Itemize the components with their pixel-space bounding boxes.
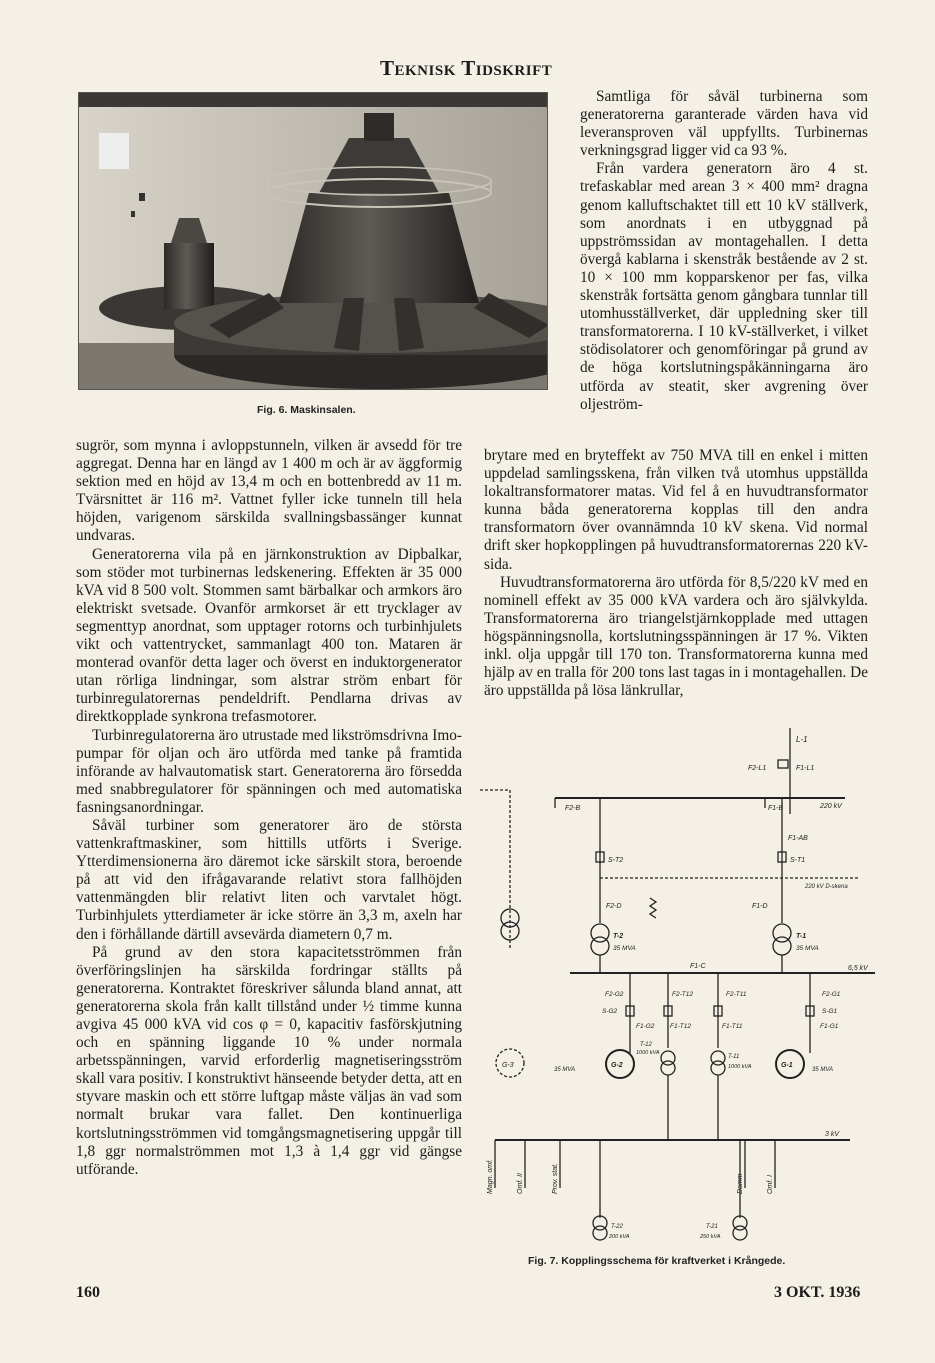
label: 35 MVA bbox=[554, 1067, 576, 1073]
label: 1000 kVA bbox=[636, 1050, 660, 1056]
fig7-wiring-diagram bbox=[470, 728, 900, 1248]
label: Omf. I bbox=[767, 1174, 774, 1194]
paragraph: Såväl turbiner som generatorer äro de största vattenkraftmaskiner, som hittills utförts i Sverige. Ytterdimensionerna äro däremot icke särskilt stora, beroende på att vid den ifrågavarande relativt stora fallhöjden vattenmängden blir relativt liten och varvtalet högt. Turbinhjulets ytterdiameter är icke större än 3,3 m, axeln har den i förhållande därtill avsevärda diametern 0,7 m. bbox=[76, 816, 462, 943]
label: T-22 bbox=[611, 1224, 623, 1230]
machine-hall-illustration bbox=[79, 93, 547, 389]
label: F1-C bbox=[690, 963, 706, 970]
right-column-wide bbox=[484, 447, 868, 700]
label: S-T1 bbox=[790, 857, 806, 864]
label: F1-T12 bbox=[670, 1023, 691, 1030]
fig6-caption: Fig. 6. Maskinsalen. bbox=[257, 404, 356, 416]
label: S-G2 bbox=[602, 1008, 618, 1015]
paragraph: Från vardera generatorn äro 4 st. trefaskablar med arean 3 × 400 mm² dragna genom kalluftschaktet till ett 10 kV ställverk, som anordnats i en utbyggnad på uppströmssidan av montagehallen. I detta övergå kablarna i skenstråk bestående av 2 st. 10 × 100 mm kopparskenor per fas, vilka skenstråk fortsätta genom gångbara tunnlar till utomhusställverket, där uppledning sker till transformatorerna. I 10 kV-ställverket, i vilket stödisolatorer och genomföringar på grund av de höga kortslutningspåkänningarna äro utförda av steatit, sker avgrening över oljeström- bbox=[580, 160, 868, 413]
label: T-2 bbox=[613, 933, 624, 940]
label: F2-B bbox=[565, 805, 581, 812]
masthead: Teknisk Tidskrift bbox=[380, 56, 553, 80]
label: F1-L1 bbox=[796, 765, 815, 772]
label: F1-AB bbox=[788, 835, 808, 842]
label: 1000 kVA bbox=[728, 1064, 752, 1070]
label: 35 MVA bbox=[613, 945, 636, 952]
label: 6,5 kV bbox=[848, 965, 868, 972]
label: F1-G1 bbox=[820, 1023, 839, 1030]
label: 35 MVA bbox=[796, 945, 819, 952]
label: Damm bbox=[737, 1173, 744, 1194]
paragraph: brytare med en bryteffekt av 750 MVA till en enkel i mitten uppdelad samlingsskena, från vilken två utomhus uppställda lokaltransformatorer matas. Vid fel å en huvudtransformator kunna båda generatorerna kopplas till den andra transformatorn över ovannämnda 10 kV skena. Vid normal drift sker hopkopplingen på huvudtransformatorernas 220 kV-sida. bbox=[484, 447, 868, 573]
label: F1-B bbox=[768, 805, 784, 812]
label: 220 kV bbox=[820, 803, 842, 810]
paragraph: Huvudtransformatorerna äro utförda för 8,5/220 kV med en nominell effekt av 35 000 kVA vardera och äro självkylda. Transformatorerna äro triangelstjärnkopplade med uttagen högspänningsnolla, kortslutningsspänningen är 17 %. Vikten inkl. olja uppgår till 170 ton. Transformatorerna kunna med hjälp av en tralla för 200 tons last tagas in i montagehallen. De äro uppställda på lösa länkrullar, bbox=[484, 573, 868, 700]
label: 220 kV D-skena bbox=[805, 884, 848, 890]
label: F1-D bbox=[752, 903, 768, 910]
label: 35 MVA bbox=[812, 1067, 834, 1073]
label: Magn. omf. bbox=[487, 1158, 494, 1194]
breaker bbox=[778, 760, 788, 768]
right-column-top bbox=[580, 88, 868, 414]
paragraph: På grund av den stora kapacitetsströmmen från överföringslinjen ha särskilda fordringar ställts på generatorerna. Kontraktet föreskriver sålunda bland annat, att generatorerna skola från kallt tillstånd under ½ timme kunna avgiva 45 000 kVA vid cos φ = 0, kapacitiv fasförskjutning och en spänning liggande 10 % under normala arbetsspänningen, varvid erforderlig magnetiseringsström skall vara positiv. I konstruktivt hänseende betyder detta, att en styvare maskin och ett större luftgap måste väljas än vad som normalt brukar vara fallet. Den kontinuerliga kortslutningsströmmen vid tomgångsmagnetisering uppgår till 1,8 ggr normalströmmen mot 1,3 à 1,4 ggr vid gängse utförande. bbox=[76, 943, 462, 1178]
paragraph: Samtliga för såväl turbinerna som generatorerna garanterade värden hava vid leveransproven väl uppfyllts. Turbinernas verkningsgrad ligger vid ca 93 %. bbox=[580, 88, 868, 160]
fig6-photo-machine-hall bbox=[78, 92, 548, 390]
label: L-1 bbox=[796, 735, 808, 744]
label: G-3 bbox=[502, 1062, 514, 1069]
label: F2-L1 bbox=[748, 765, 767, 772]
label: S-G1 bbox=[822, 1008, 838, 1015]
label: F2-G1 bbox=[822, 991, 841, 998]
label: S-T2 bbox=[608, 857, 624, 864]
paragraph: Turbinregulatorerna äro utrustade med likströmsdrivna Imo-pumpar för oljan och äro utförda med tanke på framtida införande av halvautomatisk start. Generatorerna äro försedda med snabbregulatorer för spänningen och med automatiska fasningsanordningar. bbox=[76, 726, 462, 816]
label: 3 kV bbox=[825, 1131, 840, 1138]
issue-date: 3 OKT. 1936 bbox=[774, 1284, 861, 1301]
label: G-2 bbox=[611, 1062, 623, 1069]
paragraph: Generatorerna vila på en järnkonstruktion av Dipbalkar, som stöder mot turbinernas ledskenering. Effekten är 35 000 kVA vid 8 500 volt. Stommen samt bärbalkar och armkors äro elektriskt svetsade. Ovanför armkorset är ett trycklager av segmenttyp anordnat, som upptager rotorns och turbinhjulets vikt och vattentrycket, sammanlagt 400 ton. Mataren är monterad ovanför detta lager och överst en induktorgenerator utan rörliga lindningar, som alstrar ström enbart för turbinregulatorernas pendeldrift. Pendlarna drivas av direktkopplade synkrona trefasmotorer. bbox=[76, 545, 462, 726]
label: F2-T12 bbox=[672, 991, 693, 998]
label: T-1 bbox=[796, 933, 807, 940]
label: F1-G2 bbox=[636, 1023, 655, 1030]
label: F2-T11 bbox=[726, 991, 747, 998]
wiring-diagram-svg bbox=[470, 728, 900, 1248]
label: F1-T11 bbox=[722, 1023, 743, 1030]
paragraph: sugrör, som mynna i avloppstunneln, vilken är avsedd för tre aggregat. Denna har en längd av 1 400 m och är av äggformig sektion med en höjd av 13,4 m och en bottenbredd av 11 m. Tvärsnittet är 116 m². Vattnet fyller icke tunneln till hela höjden, varigenom särskilda svallningsbassänger kunnat undvaras. bbox=[76, 437, 462, 545]
label: T-12 bbox=[640, 1042, 652, 1048]
label: T-11 bbox=[728, 1054, 740, 1060]
left-column bbox=[76, 437, 462, 1179]
page-number: 160 bbox=[76, 1284, 100, 1301]
label: F2-G2 bbox=[605, 991, 624, 998]
label: 250 kVA bbox=[700, 1234, 721, 1240]
label: Prov. stat. bbox=[552, 1163, 559, 1194]
resistor bbox=[650, 898, 656, 918]
label: F2-D bbox=[606, 903, 622, 910]
label: G-1 bbox=[781, 1062, 793, 1069]
label: Omf. II bbox=[517, 1173, 524, 1194]
label: 200 kVA bbox=[609, 1234, 630, 1240]
label: T-21 bbox=[706, 1224, 718, 1230]
fig7-caption: Fig. 7. Kopplingsschema för kraftverket i Krångede. bbox=[528, 1255, 786, 1267]
